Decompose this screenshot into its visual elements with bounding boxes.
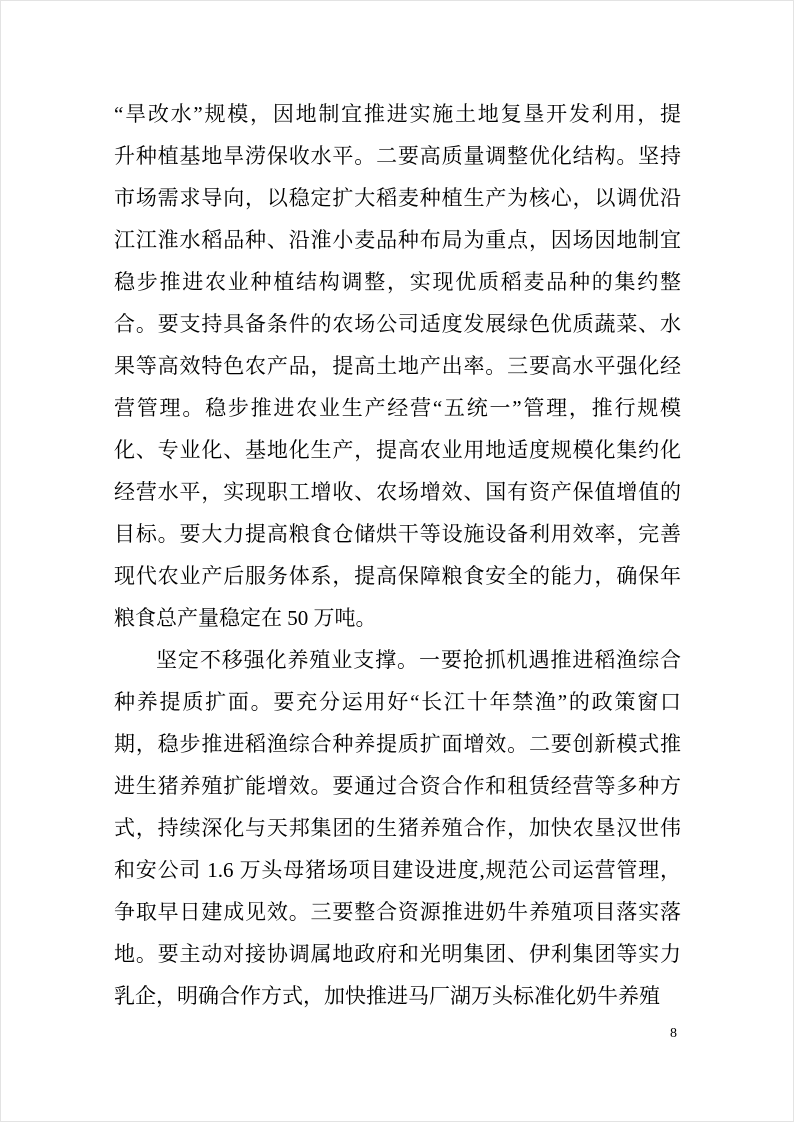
- text-line: 进生猪养殖扩能增效。要通过合资合作和租赁经营等多种方: [114, 774, 681, 798]
- text-line: 市场需求导向，以稳定扩大稻麦种植生产为核心，以调优沿: [114, 186, 681, 210]
- paragraph-livestock: [114, 639, 681, 1017]
- text-line: 式，持续深化与天邦集团的生猪养殖合作，加快农垦汉世伟: [114, 816, 681, 840]
- text-line: 乳企，明确合作方式，加快推进马厂湖万头标准化奶牛养殖: [114, 984, 660, 1008]
- text-line: 目标。要大力提高粮食仓储烘干等设施设备利用效率，完善: [114, 522, 681, 546]
- page-number: 8: [670, 1026, 677, 1041]
- text-line: 粮食总产量稳定在 50 万吨。: [114, 606, 377, 630]
- text-line: 合。要支持具备条件的农场公司适度发展绿色优质蔬菜、水: [114, 312, 681, 336]
- text-line: 江江淮水稻品种、沿淮小麦品种布局为重点，因场因地制宜: [114, 228, 681, 252]
- text-line: 争取早日建成见效。三要整合资源推进奶牛养殖项目落实落: [114, 900, 681, 924]
- text-line: 稳步推进农业种植结构调整，实现优质稻麦品种的集约整: [114, 270, 681, 294]
- text-line: 和安公司 1.6 万头母猪场项目建设进度,规范公司运营管理，: [114, 858, 681, 882]
- paragraph-grain-planting: [114, 93, 681, 639]
- text-line: 经营水平，实现职工增收、农场增效、国有资产保值增值的: [114, 480, 681, 504]
- text-line: 坚定不移强化养殖业支撑。一要抢抓机遇推进稻渔综合: [156, 648, 681, 672]
- text-line: 地。要主动对接协调属地政府和光明集团、伊利集团等实力: [114, 942, 681, 966]
- text-line: 升种植基地旱涝保收水平。二要高质量调整优化结构。坚持: [114, 144, 681, 168]
- text-line: “旱改水”规模，因地制宜推进实施土地复垦开发利用，提: [114, 102, 681, 126]
- text-line: 化、专业化、基地化生产，提高农业用地适度规模化集约化: [114, 438, 681, 462]
- text-line: 现代农业产后服务体系，提高保障粮食安全的能力，确保年: [114, 564, 681, 588]
- page-footer: [1, 1025, 677, 1043]
- document-body: [114, 93, 681, 1017]
- text-line: 种养提质扩面。要充分运用好“长江十年禁渔”的政策窗口: [114, 690, 681, 714]
- text-line: 营管理。稳步推进农业生产经营“五统一”管理，推行规模: [114, 396, 681, 420]
- text-line: 果等高效特色农产品，提高土地产出率。三要高水平强化经: [114, 354, 681, 378]
- text-line: 期，稳步推进稻渔综合种养提质扩面增效。二要创新模式推: [114, 732, 681, 756]
